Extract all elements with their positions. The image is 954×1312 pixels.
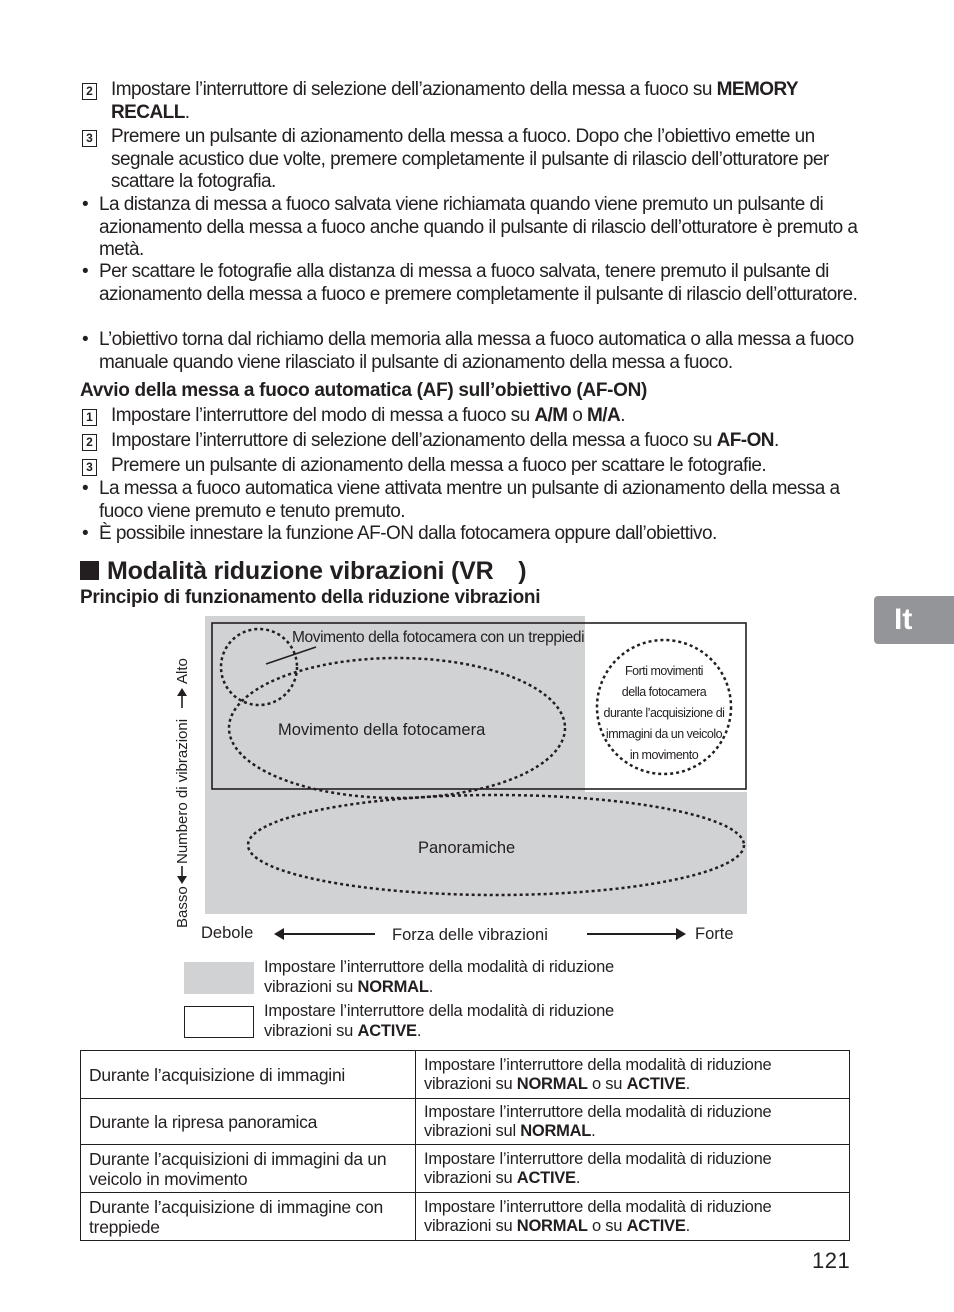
af-on-step-1: 1 Impostare l’interruttore del modo di messa a fuoco su A/M o M/A. xyxy=(82,405,862,428)
arrow-down-icon xyxy=(177,876,187,884)
svg-text:Numbero di vibrazioni: Numbero di vibrazioni xyxy=(174,718,191,864)
bullet-icon: • xyxy=(82,329,89,350)
arrow-right-icon xyxy=(676,928,686,940)
af-on-step-3: 3 Premere un pulsante di azionamento della messa a fuoco per scattare le fotografie. xyxy=(82,455,862,478)
arrow-left-icon xyxy=(274,928,284,940)
step-2-memory-recall: 2 Impostare l’interruttore di selezione dell’azionamento della messa a fuoco su MEMORY RECALL. xyxy=(82,79,862,124)
step-number-box: 3 xyxy=(82,459,97,476)
bullet-item: • L’obiettivo torna dal richiamo della memoria alla messa a fuoco automatica o alla messa a fuoco manuale quando viene rilasciato il pulsante di azionamento della messa a fuoco. xyxy=(82,329,854,373)
table-row: Durante l’acquisizione di immagine con treppiede Impostare l’interruttore della modalità di riduzione vibrazioni su NORMAL o su ACTIVE. xyxy=(81,1193,850,1241)
legend-swatch-active xyxy=(184,1006,254,1038)
table-row: Durante la ripresa panoramica Impostare l’interruttore della modalità di riduzione vibrazioni sul NORMAL. xyxy=(81,1099,850,1145)
vr-section-title: Modalità riduzione vibrazioni (VR ) xyxy=(80,556,526,586)
svg-text:Alto: Alto xyxy=(174,658,191,684)
bullet-item: • È possibile innestare la funzione AF-ON dalla fotocamera oppure dall’obiettivo. xyxy=(82,523,717,544)
svg-text:Panoramiche: Panoramiche xyxy=(418,839,516,857)
bullet-icon: • xyxy=(82,478,89,499)
language-tab: It xyxy=(874,596,954,644)
svg-text:Movimento della fotocamera con: Movimento della fotocamera con un treppiedi xyxy=(292,629,585,646)
svg-text:Forti movimenti: Forti movimenti xyxy=(625,664,703,678)
step-number-box: 3 xyxy=(82,130,97,147)
legend-active: Impostare l’interruttore della modalità di riduzione vibrazioni su ACTIVE. xyxy=(264,1002,615,1040)
svg-text:immagini da un veicolo: immagini da un veicolo xyxy=(605,727,723,741)
legend-swatch-normal xyxy=(184,962,254,994)
y-axis-label xyxy=(174,658,191,928)
vr-settings-table xyxy=(80,1050,850,1241)
bullet-icon: • xyxy=(82,523,89,544)
step-number-box: 2 xyxy=(82,434,97,451)
page-number: 121 xyxy=(812,1248,851,1273)
bullet-item: • La messa a fuoco automatica viene attivata mentre un pulsante di azionamento della messa a fuoco viene premuto e tenuto premuto. xyxy=(82,478,840,522)
memory-recall-label: MEMORY RECALL xyxy=(111,79,798,123)
svg-text:in movimento: in movimento xyxy=(629,748,699,762)
af-on-heading: Avvio della messa a fuoco automatica (AF) sull’obiettivo (AF-ON) xyxy=(80,380,648,401)
svg-text:Debole: Debole xyxy=(201,924,254,942)
vr-principle-diagram xyxy=(160,612,760,952)
bullet-icon: • xyxy=(82,261,89,282)
svg-text:della fotocamera: della fotocamera xyxy=(621,685,707,699)
bullet-item: • La distanza di messa a fuoco salvata viene richiamata quando viene premuto un pulsante di azionamento della messa a fuoco anche quando il pulsante di rilascio dell’otturatore è premuto a metà. xyxy=(82,194,858,260)
arrow-up-icon xyxy=(177,688,187,696)
svg-text:Basso: Basso xyxy=(174,886,191,928)
vr-principle-heading: Principio di funzionamento della riduzione vibrazioni xyxy=(80,587,541,608)
square-bullet-icon xyxy=(80,561,99,580)
step-number-box: 1 xyxy=(82,409,97,426)
table-row: Durante l’acquisizione di immagini Impostare l’interruttore della modalità di riduzione vibrazioni su NORMAL o su ACTIVE. xyxy=(81,1051,850,1099)
svg-text:Forza delle vibrazioni: Forza delle vibrazioni xyxy=(392,926,548,944)
svg-text:Forte: Forte xyxy=(695,925,734,943)
x-axis-label xyxy=(201,924,734,944)
table-row: Durante l’acquisizioni di immagini da un veicolo in movimento Impostare l’interruttore della modalità di riduzione vibrazioni su ACTIVE. xyxy=(81,1145,850,1193)
step-3-memory-recall: 3 Premere un pulsante di azionamento della messa a fuoco. Dopo che l’obiettivo emette un segnale acustico due volte, premere completamente il pulsante di rilascio dell’otturatore per scattare la fotografia. xyxy=(82,126,862,194)
legend-normal: Impostare l’interruttore della modalità di riduzione vibrazioni su NORMAL. xyxy=(264,958,615,996)
bullet-item: • Per scattare le fotografie alla distanza di messa a fuoco salvata, tenere premuto il pulsante di azionamento della messa a fuoco e premere completamente il pulsante di rilascio dell’otturatore. xyxy=(82,261,858,305)
step-number-box: 2 xyxy=(82,83,97,100)
svg-text:Movimento della fotocamera: Movimento della fotocamera xyxy=(278,721,486,739)
af-on-step-2: 2 Impostare l’interruttore di selezione dell’azionamento della messa a fuoco su AF-ON. xyxy=(82,430,862,453)
svg-text:durante l’acquisizione di: durante l’acquisizione di xyxy=(603,706,725,720)
bullet-icon: • xyxy=(82,194,89,215)
